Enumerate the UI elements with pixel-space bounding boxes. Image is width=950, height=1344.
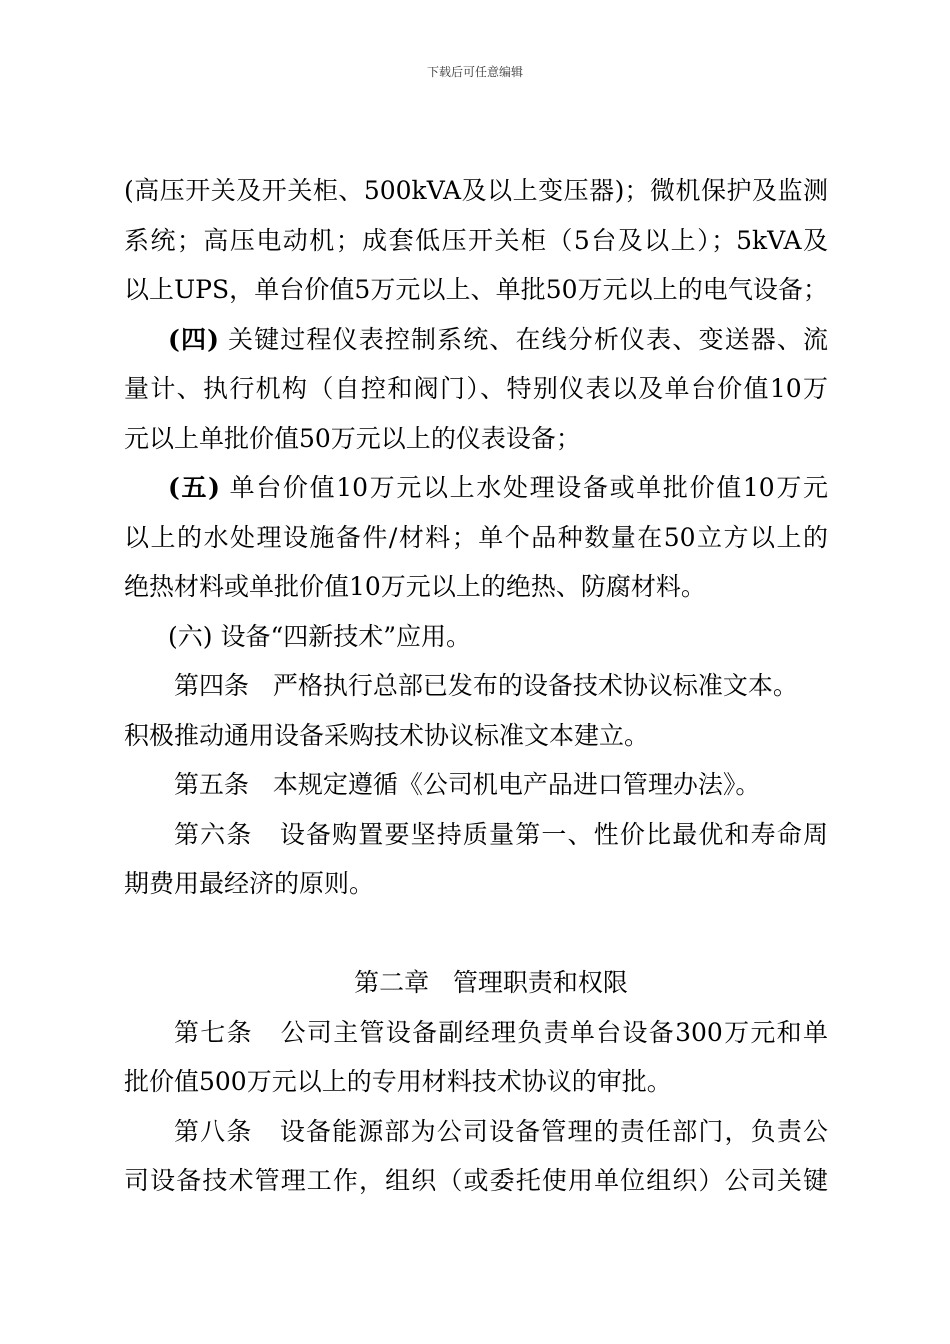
chapter-heading [124,958,828,1008]
text-line: 司设备技术管理工作，组织（或委托使用单位组织）公司关键 [124,1166,828,1195]
item-text: 关键过程仪表控制系统、在线分析仪表、变送器、流 [228,324,828,354]
text-line: 绝热材料或单批价值10万元以上的绝热、防腐材料。 [124,572,706,601]
document-body [124,166,828,1206]
text-line [124,463,828,513]
blank-line [124,909,828,959]
article-label: 第六条 [174,819,253,849]
text-line: (高压开关及开关柜、500kVA及以上变压器)；微机保护及监测 [124,176,828,205]
item-label: (六) [168,621,213,651]
text-line [124,810,828,860]
article-five [124,760,828,810]
text-line: 量计、执行机构（自控和阀门）、特别仪表以及单台价值10万 [124,374,828,403]
item-six [124,612,828,662]
article-text: 设备购置要坚持质量第一、性价比最优和寿命周 [279,819,828,849]
paragraph-electrical-equipment [124,166,828,315]
text-line [124,760,828,810]
chapter-number: 第二章 [354,968,430,997]
text-line: 以上UPS，单台价值5万元以上、单批50万元以上的电气设备； [124,275,828,304]
article-label: 第七条 [174,1017,253,1047]
text-line [124,1008,828,1058]
article-text: 公司主管设备副经理负责单台设备300万元和单 [280,1017,828,1047]
item-label: (四) [168,324,219,354]
article-label: 第四条 [174,671,250,700]
chapter-title: 管理职责和权限 [452,968,628,997]
item-label: (五) [168,473,220,502]
article-six [124,810,828,909]
item-four [124,315,828,464]
text-line: 批价值500万元以上的专用材料技术协议的审批。 [124,1067,672,1096]
text-line: 期费用最经济的原则。 [124,869,375,898]
article-eight [124,1107,828,1206]
text-line [124,1107,828,1157]
item-text: 设备“四新技术”应用。 [220,621,472,651]
text-line [124,612,828,662]
article-text: 本规定遵循《公司机电产品进口管理办法》。 [272,770,761,799]
article-seven [124,1008,828,1107]
text-line: 积极推动通用设备采购技术协议标准文本建立。 [124,720,650,750]
article-four [124,661,828,760]
article-text: 严格执行总部已发布的设备技术协议标准文本。 [272,671,798,700]
text-line: 元以上单批价值50万元以上的仪表设备； [124,423,581,453]
page-header: 下载后可任意编辑 [426,65,523,79]
text-line [124,661,828,711]
text-line: 以上的水处理设施备件/材料；单个品种数量在50立方以上的 [124,522,828,552]
article-label: 第八条 [174,1116,253,1146]
article-label: 第五条 [174,770,250,799]
article-text: 设备能源部为公司设备管理的责任部门，负责公 [279,1116,828,1146]
item-text: 单台价值10万元以上水处理设备或单批价值10万元 [229,473,828,502]
text-line [124,315,828,365]
item-five [124,463,828,612]
text-line: 系统；高压电动机；成套低压开关柜（5台及以上）；5kVA及 [124,225,828,255]
